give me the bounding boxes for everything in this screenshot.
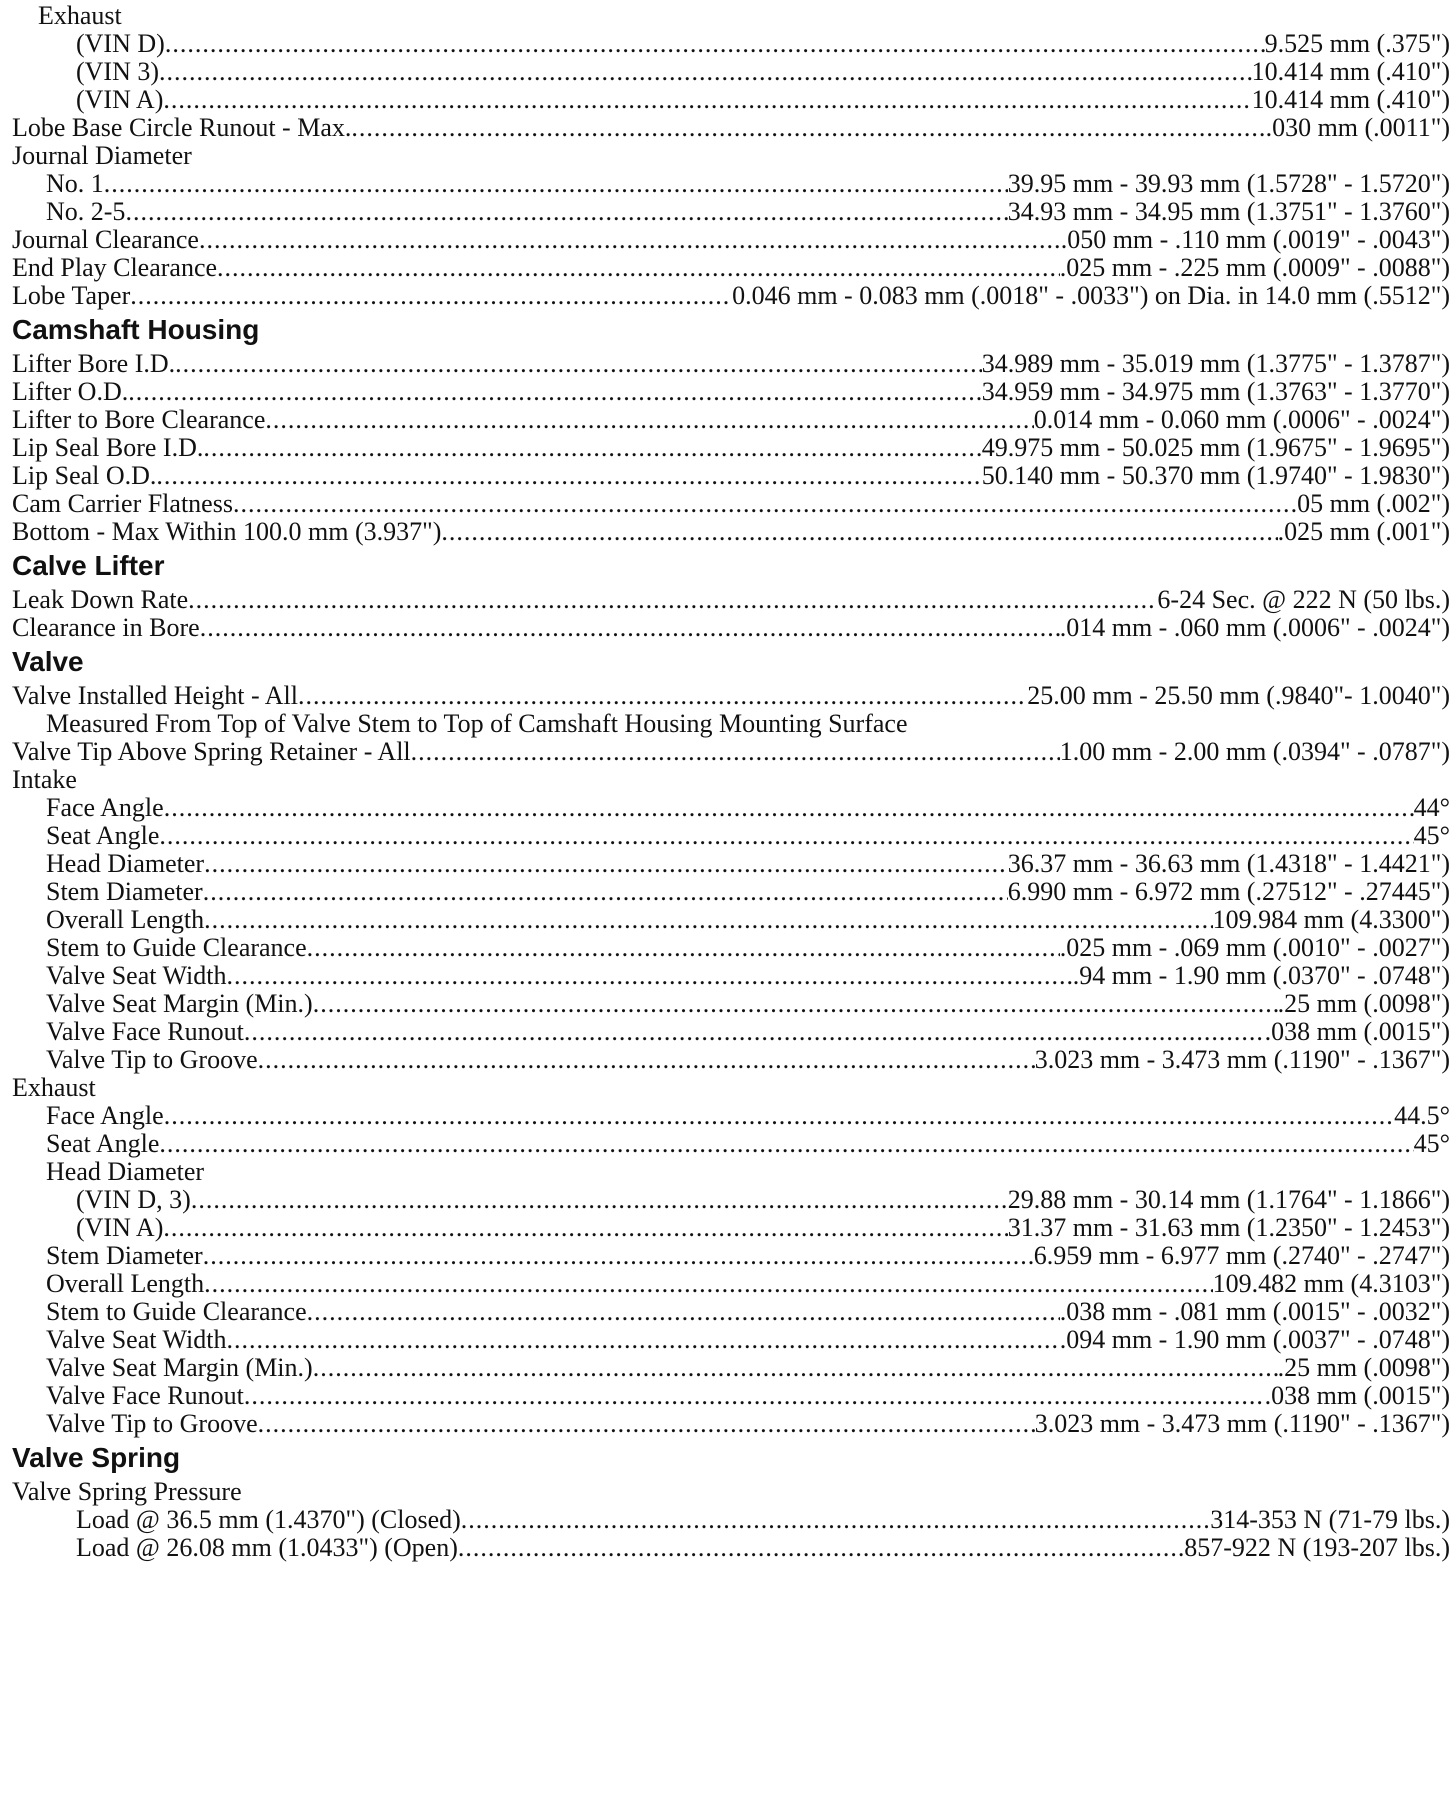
spec-label: Clearance in Bore <box>12 613 200 642</box>
spec-value: 10.414 mm (.410") <box>1251 57 1450 86</box>
spec-label: Cam Carrier Flatness <box>12 489 233 518</box>
spec-label: (VIN 3) <box>76 57 160 86</box>
spec-value: 6.959 mm - 6.977 mm (.2740" - .2747") <box>1033 1241 1450 1270</box>
installed-height-note: Measured From Top of Valve Stem to Top of Camshaft Housing Mounting Surface <box>46 709 908 738</box>
spec-label: Valve Seat Width <box>46 1325 227 1354</box>
spec-value: 109.984 mm (4.3300") <box>1212 905 1450 934</box>
spec-value: 1.00 mm - 2.00 mm (.0394" - .0787") <box>1059 737 1450 766</box>
head-diameter-heading: Head Diameter <box>46 1157 205 1186</box>
spec-value: 6.990 mm - 6.972 mm (.27512" - .27445") <box>1007 877 1450 906</box>
spec-value: .025 mm - .069 mm (.0010" - .0027") <box>1059 933 1450 962</box>
spec-label: Seat Angle <box>46 1129 160 1158</box>
spec-value: .014 mm - .060 mm (.0006" - .0024") <box>1059 613 1450 642</box>
spec-value: 10.414 mm (.410") <box>1251 85 1450 114</box>
spec-label: No. 2-5 <box>46 197 126 226</box>
spec-value: .038 mm (.0015") <box>1264 1017 1450 1046</box>
spec-value: 31.37 mm - 31.63 mm (1.2350" - 1.2453") <box>1007 1213 1450 1242</box>
spec-value: .030 mm (.0011") <box>1265 113 1450 142</box>
spec-value: 44° <box>1413 793 1450 822</box>
spec-label: Lobe Taper <box>12 281 131 310</box>
spec-value: .038 mm (.0015") <box>1264 1381 1450 1410</box>
spec-value: 44.5° <box>1394 1101 1450 1130</box>
spec-label: (VIN A) <box>76 85 164 114</box>
spec-label: Lobe Base Circle Runout - Max. <box>12 113 352 142</box>
spec-label: Lifter O.D. <box>12 377 129 406</box>
spec-value: 29.88 mm - 30.14 mm (1.1764" - 1.1866") <box>1007 1185 1450 1214</box>
journal-diameter-heading: Journal Diameter <box>12 141 192 170</box>
spec-value: .94 mm - 1.90 mm (.0370" - .0748") <box>1072 961 1450 990</box>
spec-label: Valve Seat Width <box>46 961 227 990</box>
spec-label: (VIN D, 3) <box>76 1185 191 1214</box>
leader-dots <box>458 1532 1184 1564</box>
spec-value: 9.525 mm (.375") <box>1264 29 1450 58</box>
spec-label: No. 1 <box>46 169 104 198</box>
spec-value: 6-24 Sec. @ 222 N (50 lbs.) <box>1157 585 1450 614</box>
leader-dots <box>130 280 732 312</box>
spec-row <box>46 1044 1450 1076</box>
spec-value: 34.959 mm - 34.975 mm (1.3763" - 1.3770") <box>981 377 1450 406</box>
spec-value: 49.975 mm - 50.025 mm (1.9675" - 1.9695") <box>981 433 1450 462</box>
spec-label: Valve Seat Margin (Min.) <box>46 1353 313 1382</box>
spec-value: 3.023 mm - 3.473 mm (.1190" - .1367") <box>1034 1409 1450 1438</box>
spec-value: 3.023 mm - 3.473 mm (.1190" - .1367") <box>1034 1045 1450 1074</box>
spec-label: Head Diameter <box>46 849 205 878</box>
section-title-camshaft-housing: Camshaft Housing <box>12 314 260 345</box>
spec-label: Seat Angle <box>46 821 160 850</box>
spec-value: .050 mm - .110 mm (.0019" - .0043") <box>1060 225 1450 254</box>
spec-label: Load @ 36.5 mm (1.4370") (Closed) <box>76 1505 461 1534</box>
spec-row <box>12 280 1450 312</box>
spec-label: Valve Tip to Groove <box>46 1045 258 1074</box>
spec-value: .25 mm (.0098") <box>1277 989 1450 1018</box>
section-title-valve: Valve <box>12 646 84 677</box>
spec-label: Bottom - Max Within 100.0 mm (3.937") <box>12 517 442 546</box>
spec-label: Overall Length <box>46 1269 205 1298</box>
spec-value: .025 mm - .225 mm (.0009" - .0088") <box>1059 253 1450 282</box>
spec-label: Valve Seat Margin (Min.) <box>46 989 313 1018</box>
spec-value: 39.95 mm - 39.93 mm (1.5728" - 1.5720") <box>1007 169 1450 198</box>
leader-dots <box>258 1044 1035 1076</box>
spec-value: 109.482 mm (4.3103") <box>1212 1269 1450 1298</box>
exhaust-valve-heading: Exhaust <box>12 1073 96 1102</box>
spec-label: Lifter to Bore Clearance <box>12 405 266 434</box>
spec-label: Face Angle <box>46 1101 164 1130</box>
spec-label: Journal Clearance <box>12 225 199 254</box>
spec-value: 34.989 mm - 35.019 mm (1.3775" - 1.3787") <box>981 349 1450 378</box>
spec-row <box>12 612 1450 644</box>
leader-dots <box>411 736 1060 768</box>
spec-value: 0.046 mm - 0.083 mm (.0018" - .0033") on Dia. in 14.0 mm (.5512") <box>732 281 1450 310</box>
spec-row <box>46 1408 1450 1440</box>
leader-dots <box>351 112 1265 144</box>
spec-label: Lifter Bore I.D. <box>12 349 176 378</box>
intake-heading: Intake <box>12 765 77 794</box>
spec-label: Lip Seal Bore I.D. <box>12 433 204 462</box>
spec-label: Valve Face Runout <box>46 1381 244 1410</box>
spec-value: 36.37 mm - 36.63 mm (1.4318" - 1.4421") <box>1007 849 1450 878</box>
spec-label: Stem Diameter <box>46 1241 203 1270</box>
spec-label: Leak Down Rate <box>12 585 189 614</box>
spec-label: Load @ 26.08 mm (1.0433") (Open) <box>76 1533 458 1562</box>
spec-value: 25.00 mm - 25.50 mm (.9840"- 1.0040") <box>1027 681 1450 710</box>
spec-label: Valve Installed Height - All <box>12 681 298 710</box>
leader-dots <box>159 1128 1413 1160</box>
leader-dots <box>258 1408 1035 1440</box>
spec-label: Stem Diameter <box>46 877 203 906</box>
spec-row <box>12 112 1450 144</box>
section-title-valve-spring: Valve Spring <box>12 1442 181 1473</box>
spec-value: 34.93 mm - 34.95 mm (1.3751" - 1.3760") <box>1007 197 1450 226</box>
spec-value: .05 mm (.002") <box>1290 489 1450 518</box>
spec-row <box>12 736 1450 768</box>
spec-value: 50.140 mm - 50.370 mm (1.9740" - 1.9830") <box>981 461 1450 490</box>
spec-value: .038 mm - .081 mm (.0015" - .0032") <box>1059 1297 1450 1326</box>
spec-value: 0.014 mm - 0.060 mm (.0006" - .0024") <box>1033 405 1450 434</box>
valve-spring-pressure-heading: Valve Spring Pressure <box>12 1477 242 1506</box>
spec-label: (VIN A) <box>76 1213 164 1242</box>
spec-value: 314-353 N (71-79 lbs.) <box>1210 1505 1450 1534</box>
spec-row <box>12 516 1450 548</box>
spec-value: 45° <box>1413 821 1450 850</box>
spec-label: Stem to Guide Clearance <box>46 1297 307 1326</box>
exhaust-lift-heading: Exhaust <box>38 1 122 30</box>
section-title-calve-lifter: Calve Lifter <box>12 550 165 581</box>
spec-label: Valve Tip Above Spring Retainer - All <box>12 737 411 766</box>
spec-label: Stem to Guide Clearance <box>46 933 307 962</box>
spec-label: (VIN D) <box>76 29 165 58</box>
spec-value: 45° <box>1413 1129 1450 1158</box>
spec-value: .025 mm (.001") <box>1277 517 1450 546</box>
spec-value: .25 mm (.0098") <box>1277 1353 1450 1382</box>
spec-label: Lip Seal O.D. <box>12 461 157 490</box>
spec-label: Valve Tip to Groove <box>46 1409 258 1438</box>
leader-dots <box>441 516 1277 548</box>
spec-label: Valve Face Runout <box>46 1017 244 1046</box>
leader-dots <box>200 612 1060 644</box>
spec-row <box>76 1532 1450 1564</box>
spec-label: End Play Clearance <box>12 253 218 282</box>
spec-row <box>46 1128 1450 1160</box>
spec-label: Face Angle <box>46 793 164 822</box>
spec-value: 857-922 N (193-207 lbs.) <box>1184 1533 1450 1562</box>
spec-value: .094 mm - 1.90 mm (.0037" - .0748") <box>1059 1325 1450 1354</box>
spec-label: Overall Length <box>46 905 205 934</box>
